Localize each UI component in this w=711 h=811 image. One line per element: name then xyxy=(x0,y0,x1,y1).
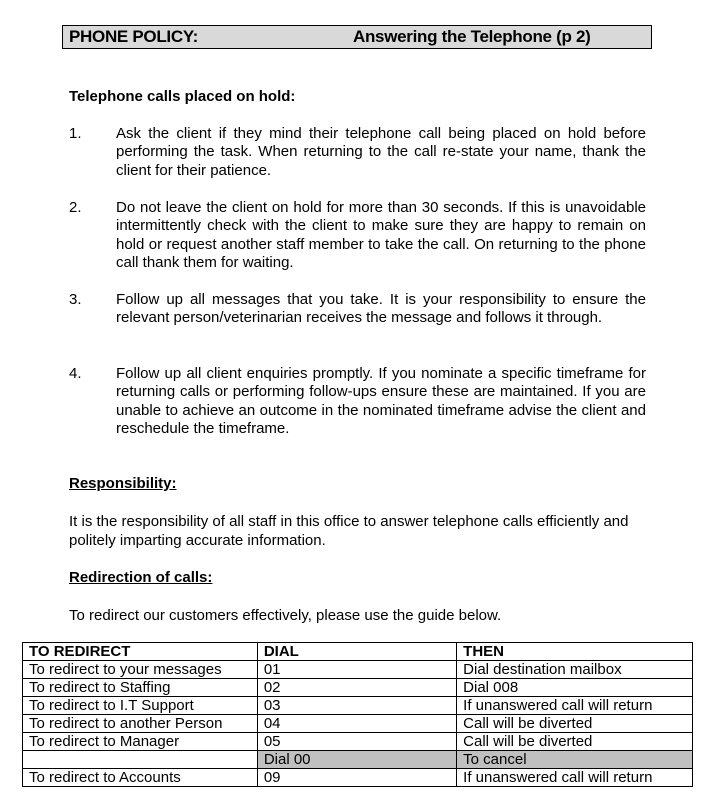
cell-dial: 05 xyxy=(257,733,456,751)
cell-then: Call will be diverted xyxy=(457,733,693,751)
page-subtitle: Answering the Telephone (p 2) xyxy=(353,27,591,46)
table-row-cancel xyxy=(23,751,693,769)
cell-to-redirect: To redirect to another Person xyxy=(23,715,258,733)
table-row xyxy=(23,697,693,715)
list-item-number: 4. xyxy=(69,365,82,382)
table-header-row xyxy=(23,643,693,661)
list-item-number: 1. xyxy=(69,125,82,142)
page-title-box xyxy=(62,25,652,49)
redirect-table xyxy=(22,642,693,787)
table-row xyxy=(23,733,693,751)
table-row xyxy=(23,679,693,697)
list-item-number: 3. xyxy=(69,291,82,308)
column-header-then: THEN xyxy=(457,643,693,661)
cell-then: Call will be diverted xyxy=(457,715,693,733)
list-item-text: Do not leave the client on hold for more than 30 seconds. If this is unavoidable intermittently check with the client to make sure they are happy to remain on hold or request another staff member to take the call. On returning to the phone call thank them for waiting. xyxy=(116,199,646,272)
redirection-intro: To redirect our customers effectively, please use the guide below. xyxy=(69,607,502,624)
redirection-heading: Redirection of calls: xyxy=(69,569,213,586)
table-row xyxy=(23,661,693,679)
table-row xyxy=(23,769,693,787)
cell-then: Dial 008 xyxy=(457,679,693,697)
cell-to-redirect: To redirect to Staffing xyxy=(23,679,258,697)
list-item-text: Ask the client if they mind their telephone call being placed on hold before performing the task. When returning to the call re-state your name, thank the client for their patience. xyxy=(116,125,646,179)
cell-to-redirect: To redirect to Manager xyxy=(23,733,258,751)
cell-then: If unanswered call will return xyxy=(457,769,693,787)
cell-to-redirect: To redirect to your messages xyxy=(23,661,258,679)
table-row xyxy=(23,715,693,733)
cell-then: Dial destination mailbox xyxy=(457,661,693,679)
cell-to-redirect xyxy=(23,751,258,769)
column-header-dial: DIAL xyxy=(257,643,456,661)
list-item-text: Follow up all messages that you take. It is your responsibility to ensure the relevant person/veterinarian receives the message and follows it through. xyxy=(116,291,646,327)
cell-dial: 02 xyxy=(257,679,456,697)
cell-then: If unanswered call will return xyxy=(457,697,693,715)
cell-then: To cancel xyxy=(457,751,693,769)
cell-dial: 09 xyxy=(257,769,456,787)
cell-dial: 04 xyxy=(257,715,456,733)
hold-section-heading: Telephone calls placed on hold: xyxy=(69,88,296,105)
cell-to-redirect: To redirect to I.T Support xyxy=(23,697,258,715)
cell-dial: Dial 00 xyxy=(257,751,456,769)
cell-dial: 03 xyxy=(257,697,456,715)
responsibility-text: It is the responsibility of all staff in this office to answer telephone calls efficiently and politely imparting accurate information. xyxy=(69,513,629,549)
column-header-to-redirect: TO REDIRECT xyxy=(23,643,258,661)
policy-title: PHONE POLICY: xyxy=(69,27,198,46)
list-item-number: 2. xyxy=(69,199,82,216)
responsibility-heading: Responsibility: xyxy=(69,475,177,492)
cell-to-redirect: To redirect to Accounts xyxy=(23,769,258,787)
cell-dial: 01 xyxy=(257,661,456,679)
list-item-text: Follow up all client enquiries promptly. If you nominate a specific timeframe for returning calls or performing follow-ups ensure these are maintained. If you are unable to achieve an outcome in the nominated timeframe advise the client and reschedule the timeframe. xyxy=(116,365,646,438)
